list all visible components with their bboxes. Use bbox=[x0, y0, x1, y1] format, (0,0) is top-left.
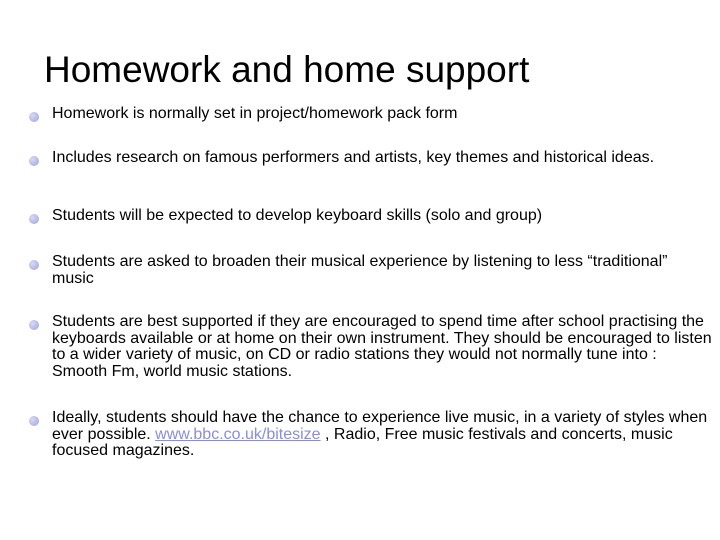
bitesize-link[interactable]: www.bbc.co.uk/bitesize bbox=[155, 425, 321, 443]
bullet-text-before: Ideally, students should have the chance to experience live music, in a variety of styles when ever possible. bbox=[52, 409, 708, 443]
bullet-text: Students are asked to broaden their musical experience by listening to less “traditional” music bbox=[52, 253, 668, 287]
slide-title: Homework and home support bbox=[44, 49, 530, 90]
bullet-text: Students will be expected to develop keyboard skills (solo and group) bbox=[52, 207, 543, 224]
bullet-dot-icon bbox=[29, 416, 39, 426]
bullet-text: Students are best supported if they are encouraged to spend time after school practising the keyboards available or at home on their own instrument. They should be encouraged to listen to a wider variety of music, on CD or radio stations they would not normally tune into : Smooth Fm, world music stations. bbox=[52, 313, 712, 380]
bullet-text: Includes research on famous performers and artists, key themes and historical ideas. bbox=[52, 149, 655, 166]
bullet-dot-icon bbox=[29, 260, 39, 270]
bullet-dot-icon bbox=[29, 156, 39, 166]
bullet-text: Homework is normally set in project/homework pack form bbox=[52, 105, 458, 122]
bullet-dot-icon bbox=[29, 320, 39, 330]
bullet-dot-icon bbox=[29, 214, 39, 224]
bullet-text bbox=[52, 410, 712, 460]
bullet-dot-icon bbox=[29, 112, 39, 122]
bullet-text-after: , Radio, Free music festivals and concerts, music focused magazines. bbox=[52, 425, 673, 459]
